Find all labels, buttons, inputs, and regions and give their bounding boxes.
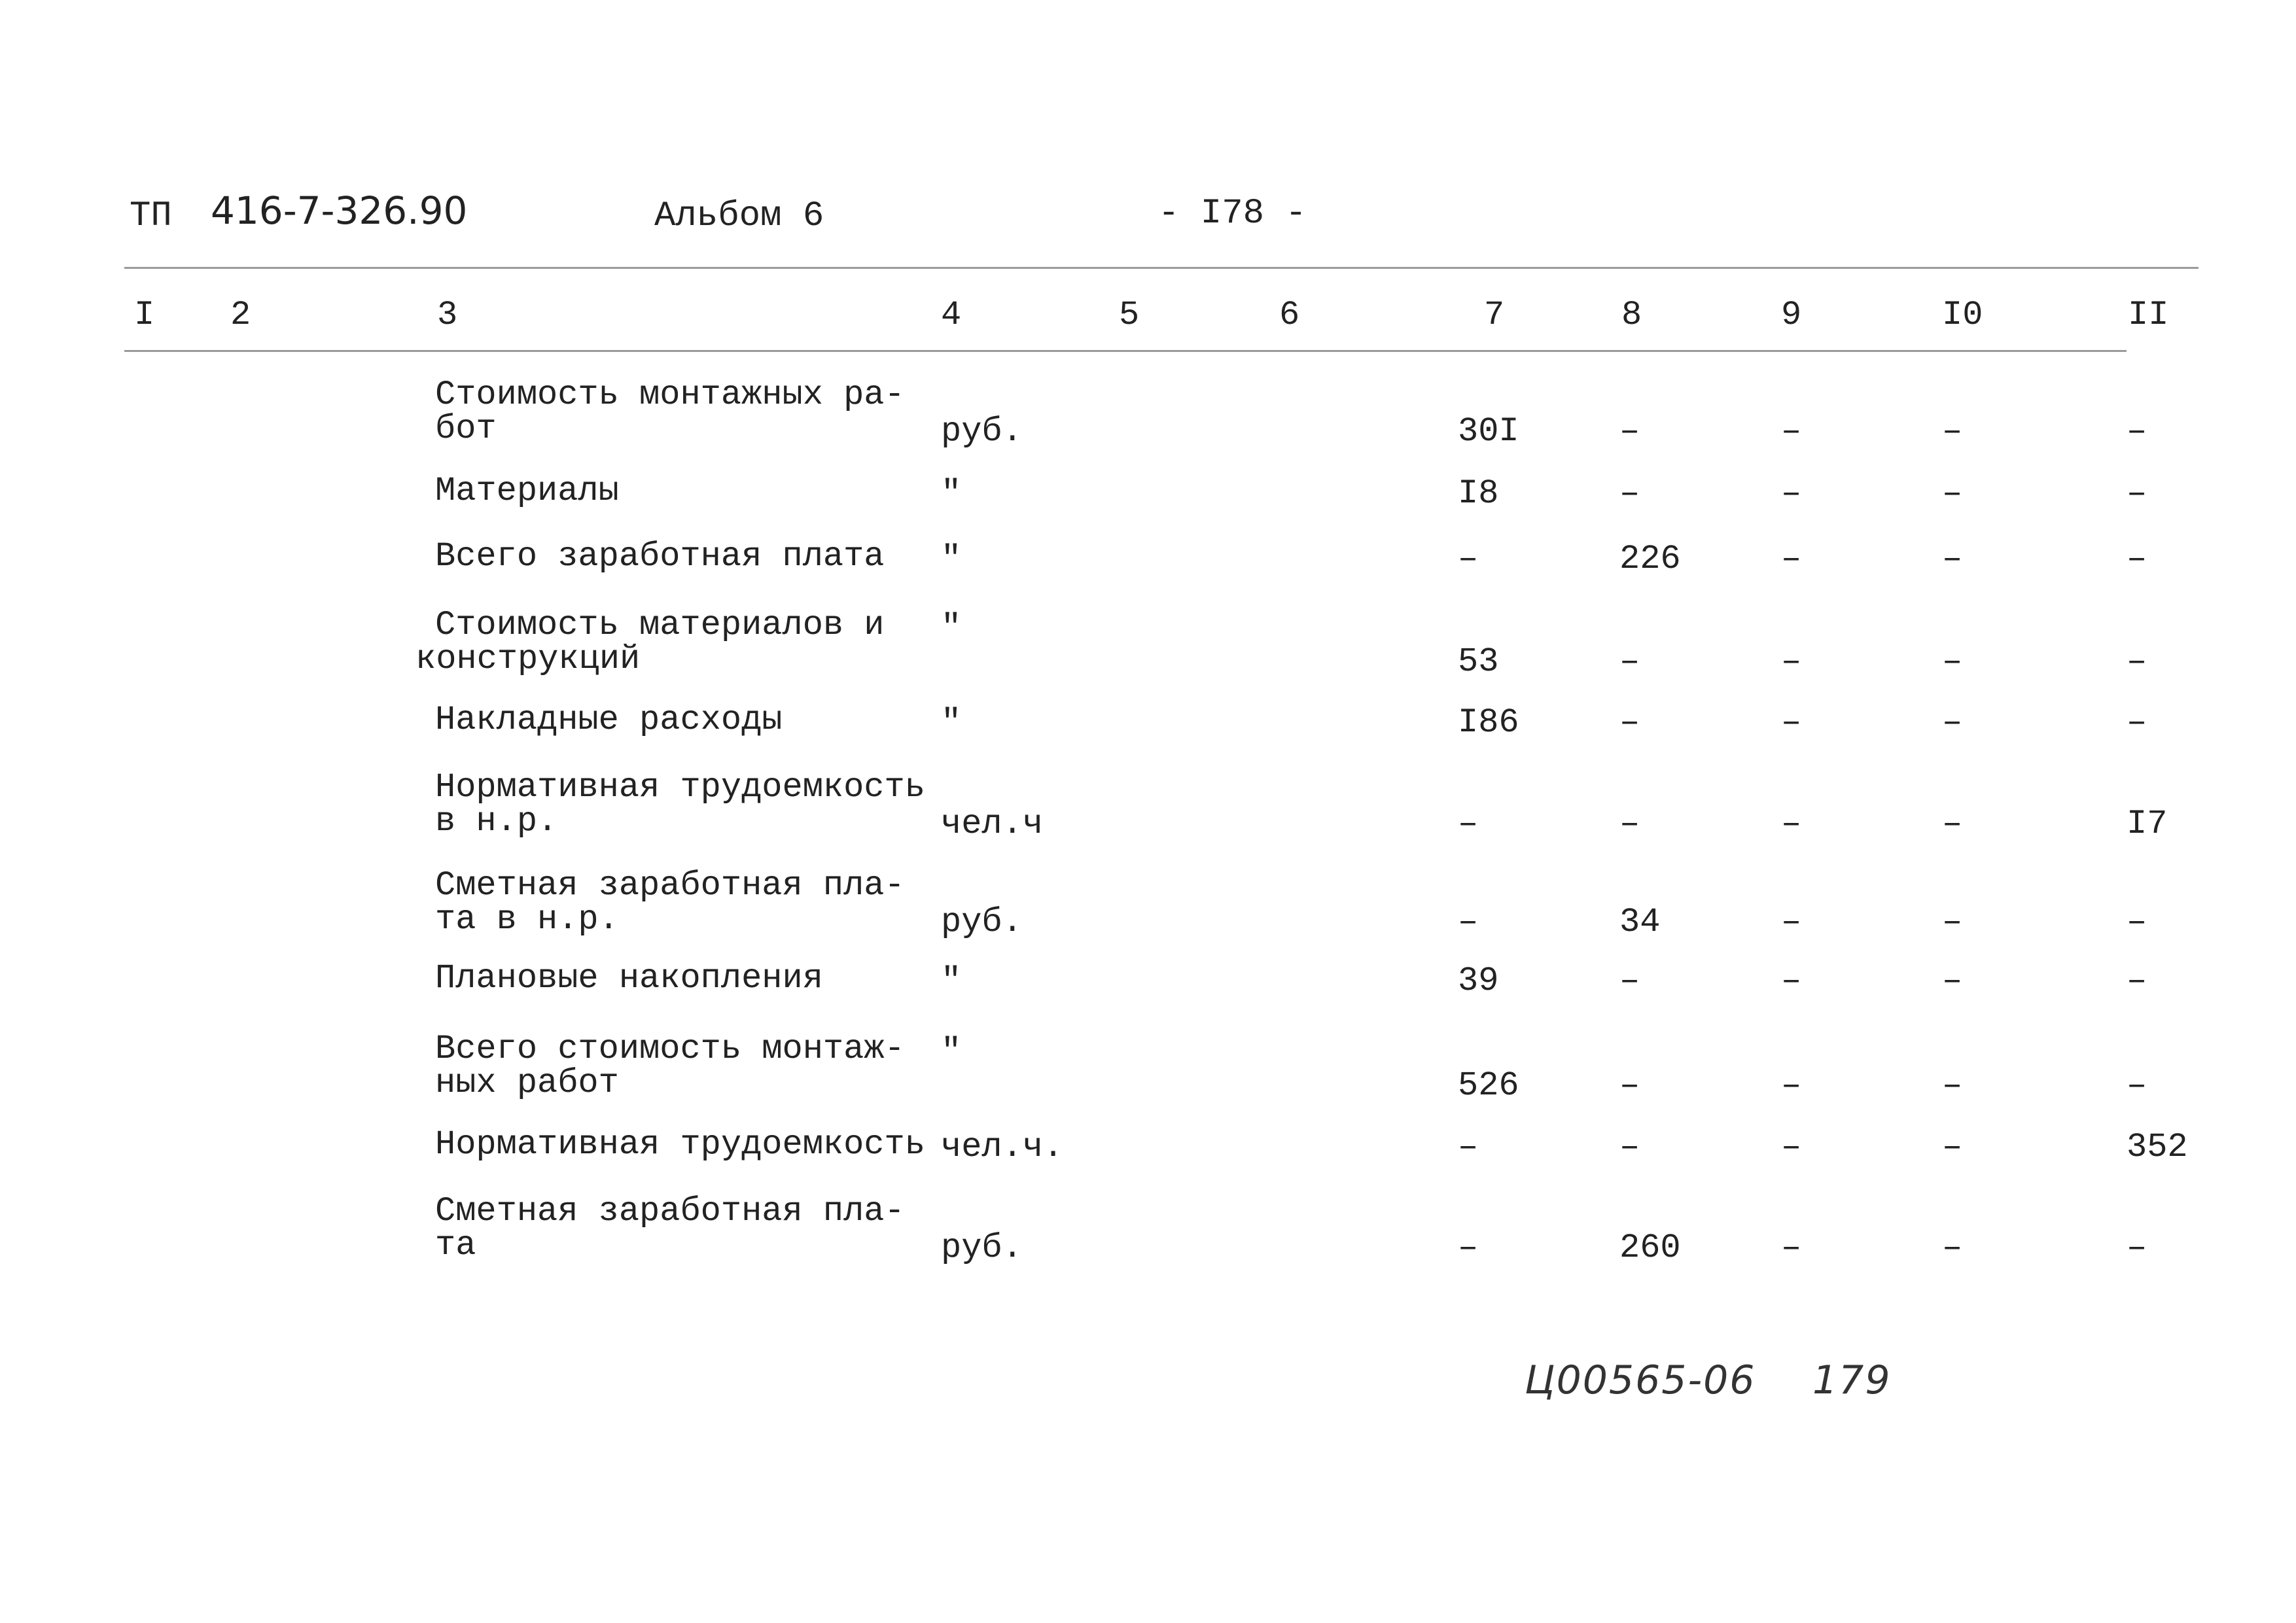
- row-value-c10: –: [1942, 642, 1963, 681]
- column-number: II: [2128, 296, 2169, 334]
- row-value-c8: –: [1619, 642, 1640, 681]
- row-value-c11: –: [2127, 540, 2147, 578]
- row-description-line: Сметная заработная пла-: [435, 866, 905, 905]
- row-value-c7: 30I: [1458, 412, 1519, 451]
- row-description: [415, 606, 939, 678]
- row-description: [435, 703, 939, 737]
- row-value-c9: –: [1781, 540, 1802, 578]
- row-value-c9: –: [1781, 642, 1802, 681]
- row-unit: ": [941, 540, 962, 578]
- row-description-line: бот: [435, 410, 497, 448]
- column-number: 4: [941, 296, 962, 334]
- row-description: [435, 1192, 939, 1265]
- row-value-c10: –: [1942, 540, 1963, 578]
- row-value-c8: –: [1619, 412, 1640, 451]
- series-prefix: ТП: [130, 196, 172, 236]
- row-unit: руб.: [941, 903, 1023, 941]
- row-value-c10: –: [1942, 962, 1963, 1000]
- row-value-c11: –: [2127, 642, 2147, 681]
- row-unit: ": [941, 608, 962, 647]
- row-value-c11: –: [2127, 703, 2147, 742]
- row-value-c10: –: [1942, 903, 1963, 941]
- album-label: Альбом 6: [654, 196, 824, 236]
- row-value-c9: –: [1781, 962, 1802, 1000]
- row-description: [435, 537, 939, 576]
- column-number: 7: [1484, 296, 1505, 334]
- row-description-line: в н.р.: [435, 802, 558, 841]
- row-value-c9: –: [1781, 1066, 1802, 1105]
- row-value-c8: 226: [1619, 540, 1681, 578]
- doc-number: 416-7-326.90: [211, 188, 468, 233]
- row-description: [435, 959, 939, 998]
- row-value-c10: –: [1942, 474, 1963, 513]
- page-number: - I78 -: [1158, 194, 1307, 234]
- column-number: 2: [230, 296, 251, 334]
- row-unit: чел.ч.: [941, 1128, 1064, 1166]
- row-value-c8: –: [1619, 1066, 1640, 1105]
- row-value-c11: –: [2127, 412, 2147, 451]
- row-value-c7: 526: [1458, 1066, 1519, 1105]
- row-unit: руб.: [941, 412, 1023, 451]
- row-value-c8: 34: [1619, 903, 1661, 941]
- row-description-line: Нормативная трудоемкость: [435, 768, 925, 807]
- row-value-c9: –: [1781, 703, 1802, 742]
- row-description-line: конструкций: [415, 640, 641, 678]
- row-description-line: Стоимость монтажных ра-: [435, 375, 905, 414]
- row-description-line: Накладные расходы: [435, 701, 783, 739]
- row-description-line: Сметная заработная пла-: [435, 1192, 905, 1230]
- row-value-c10: –: [1942, 805, 1963, 843]
- row-value-c9: –: [1781, 1128, 1802, 1166]
- row-value-c9: –: [1781, 1229, 1802, 1267]
- column-number: I: [134, 296, 155, 334]
- row-value-c10: –: [1942, 412, 1963, 451]
- row-unit: ": [941, 1032, 962, 1071]
- row-value-c11: –: [2127, 903, 2147, 941]
- column-number: I0: [1942, 296, 1983, 334]
- row-value-c10: –: [1942, 1128, 1963, 1166]
- row-value-c7: I86: [1458, 703, 1519, 742]
- row-value-c7: 53: [1458, 642, 1499, 681]
- row-description-line: Плановые накопления: [435, 959, 823, 998]
- row-description: [435, 866, 939, 939]
- row-description-line: Всего заработная плата: [435, 537, 885, 576]
- row-value-c7: –: [1458, 1229, 1479, 1267]
- column-number: 5: [1119, 296, 1140, 334]
- row-description-line: та в н.р.: [435, 900, 619, 939]
- column-number: 9: [1781, 296, 1802, 334]
- row-value-c9: –: [1781, 805, 1802, 843]
- header-rule-top: [124, 267, 2199, 269]
- row-value-c10: –: [1942, 703, 1963, 742]
- row-description-line: Материалы: [435, 472, 619, 510]
- row-unit: ": [941, 962, 962, 1000]
- row-description: [435, 768, 939, 841]
- row-value-c7: –: [1458, 805, 1479, 843]
- row-unit: руб.: [941, 1229, 1023, 1267]
- row-value-c11: –: [2127, 1229, 2147, 1267]
- row-value-c8: –: [1619, 474, 1640, 513]
- row-value-c8: 260: [1619, 1229, 1681, 1267]
- row-unit: ": [941, 703, 962, 742]
- row-value-c10: –: [1942, 1066, 1963, 1105]
- row-value-c7: –: [1458, 540, 1479, 578]
- row-unit: ": [941, 474, 962, 513]
- row-value-c9: –: [1781, 474, 1802, 513]
- row-value-c7: I8: [1458, 474, 1499, 513]
- row-value-c7: –: [1458, 1128, 1479, 1166]
- row-value-c9: –: [1781, 412, 1802, 451]
- column-number: 6: [1279, 296, 1300, 334]
- row-description-line: Нормативная трудоемкость: [435, 1125, 925, 1164]
- row-description: [435, 1032, 939, 1100]
- row-value-c8: –: [1619, 1128, 1640, 1166]
- row-value-c8: –: [1619, 805, 1640, 843]
- row-description: [435, 474, 939, 508]
- archive-stamp-sheet: 179: [1812, 1357, 1892, 1403]
- header-rule-bottom: [124, 350, 2127, 352]
- row-value-c7: –: [1458, 903, 1479, 941]
- archive-stamp-code: Ц00565-06: [1525, 1357, 1756, 1403]
- row-value-c11: –: [2127, 1066, 2147, 1105]
- row-value-c11: –: [2127, 474, 2147, 513]
- column-number: 3: [437, 296, 458, 334]
- row-value-c11: –: [2127, 962, 2147, 1000]
- row-description-line: ных работ: [435, 1064, 619, 1102]
- row-description-line: та: [435, 1226, 476, 1265]
- row-value-c10: –: [1942, 1229, 1963, 1267]
- row-description-line: Всего стоимость монтаж-: [435, 1030, 905, 1068]
- column-number: 8: [1621, 296, 1642, 334]
- row-description: [435, 1125, 939, 1164]
- row-value-c8: –: [1619, 962, 1640, 1000]
- row-value-c9: –: [1781, 903, 1802, 941]
- row-description: [435, 375, 939, 448]
- row-value-c8: –: [1619, 703, 1640, 742]
- row-value-c7: 39: [1458, 962, 1499, 1000]
- row-value-c11: 352: [2127, 1128, 2188, 1166]
- row-value-c11: I7: [2127, 805, 2168, 843]
- row-description-line: Стоимость материалов и: [435, 606, 885, 644]
- row-unit: чел.ч: [941, 805, 1044, 843]
